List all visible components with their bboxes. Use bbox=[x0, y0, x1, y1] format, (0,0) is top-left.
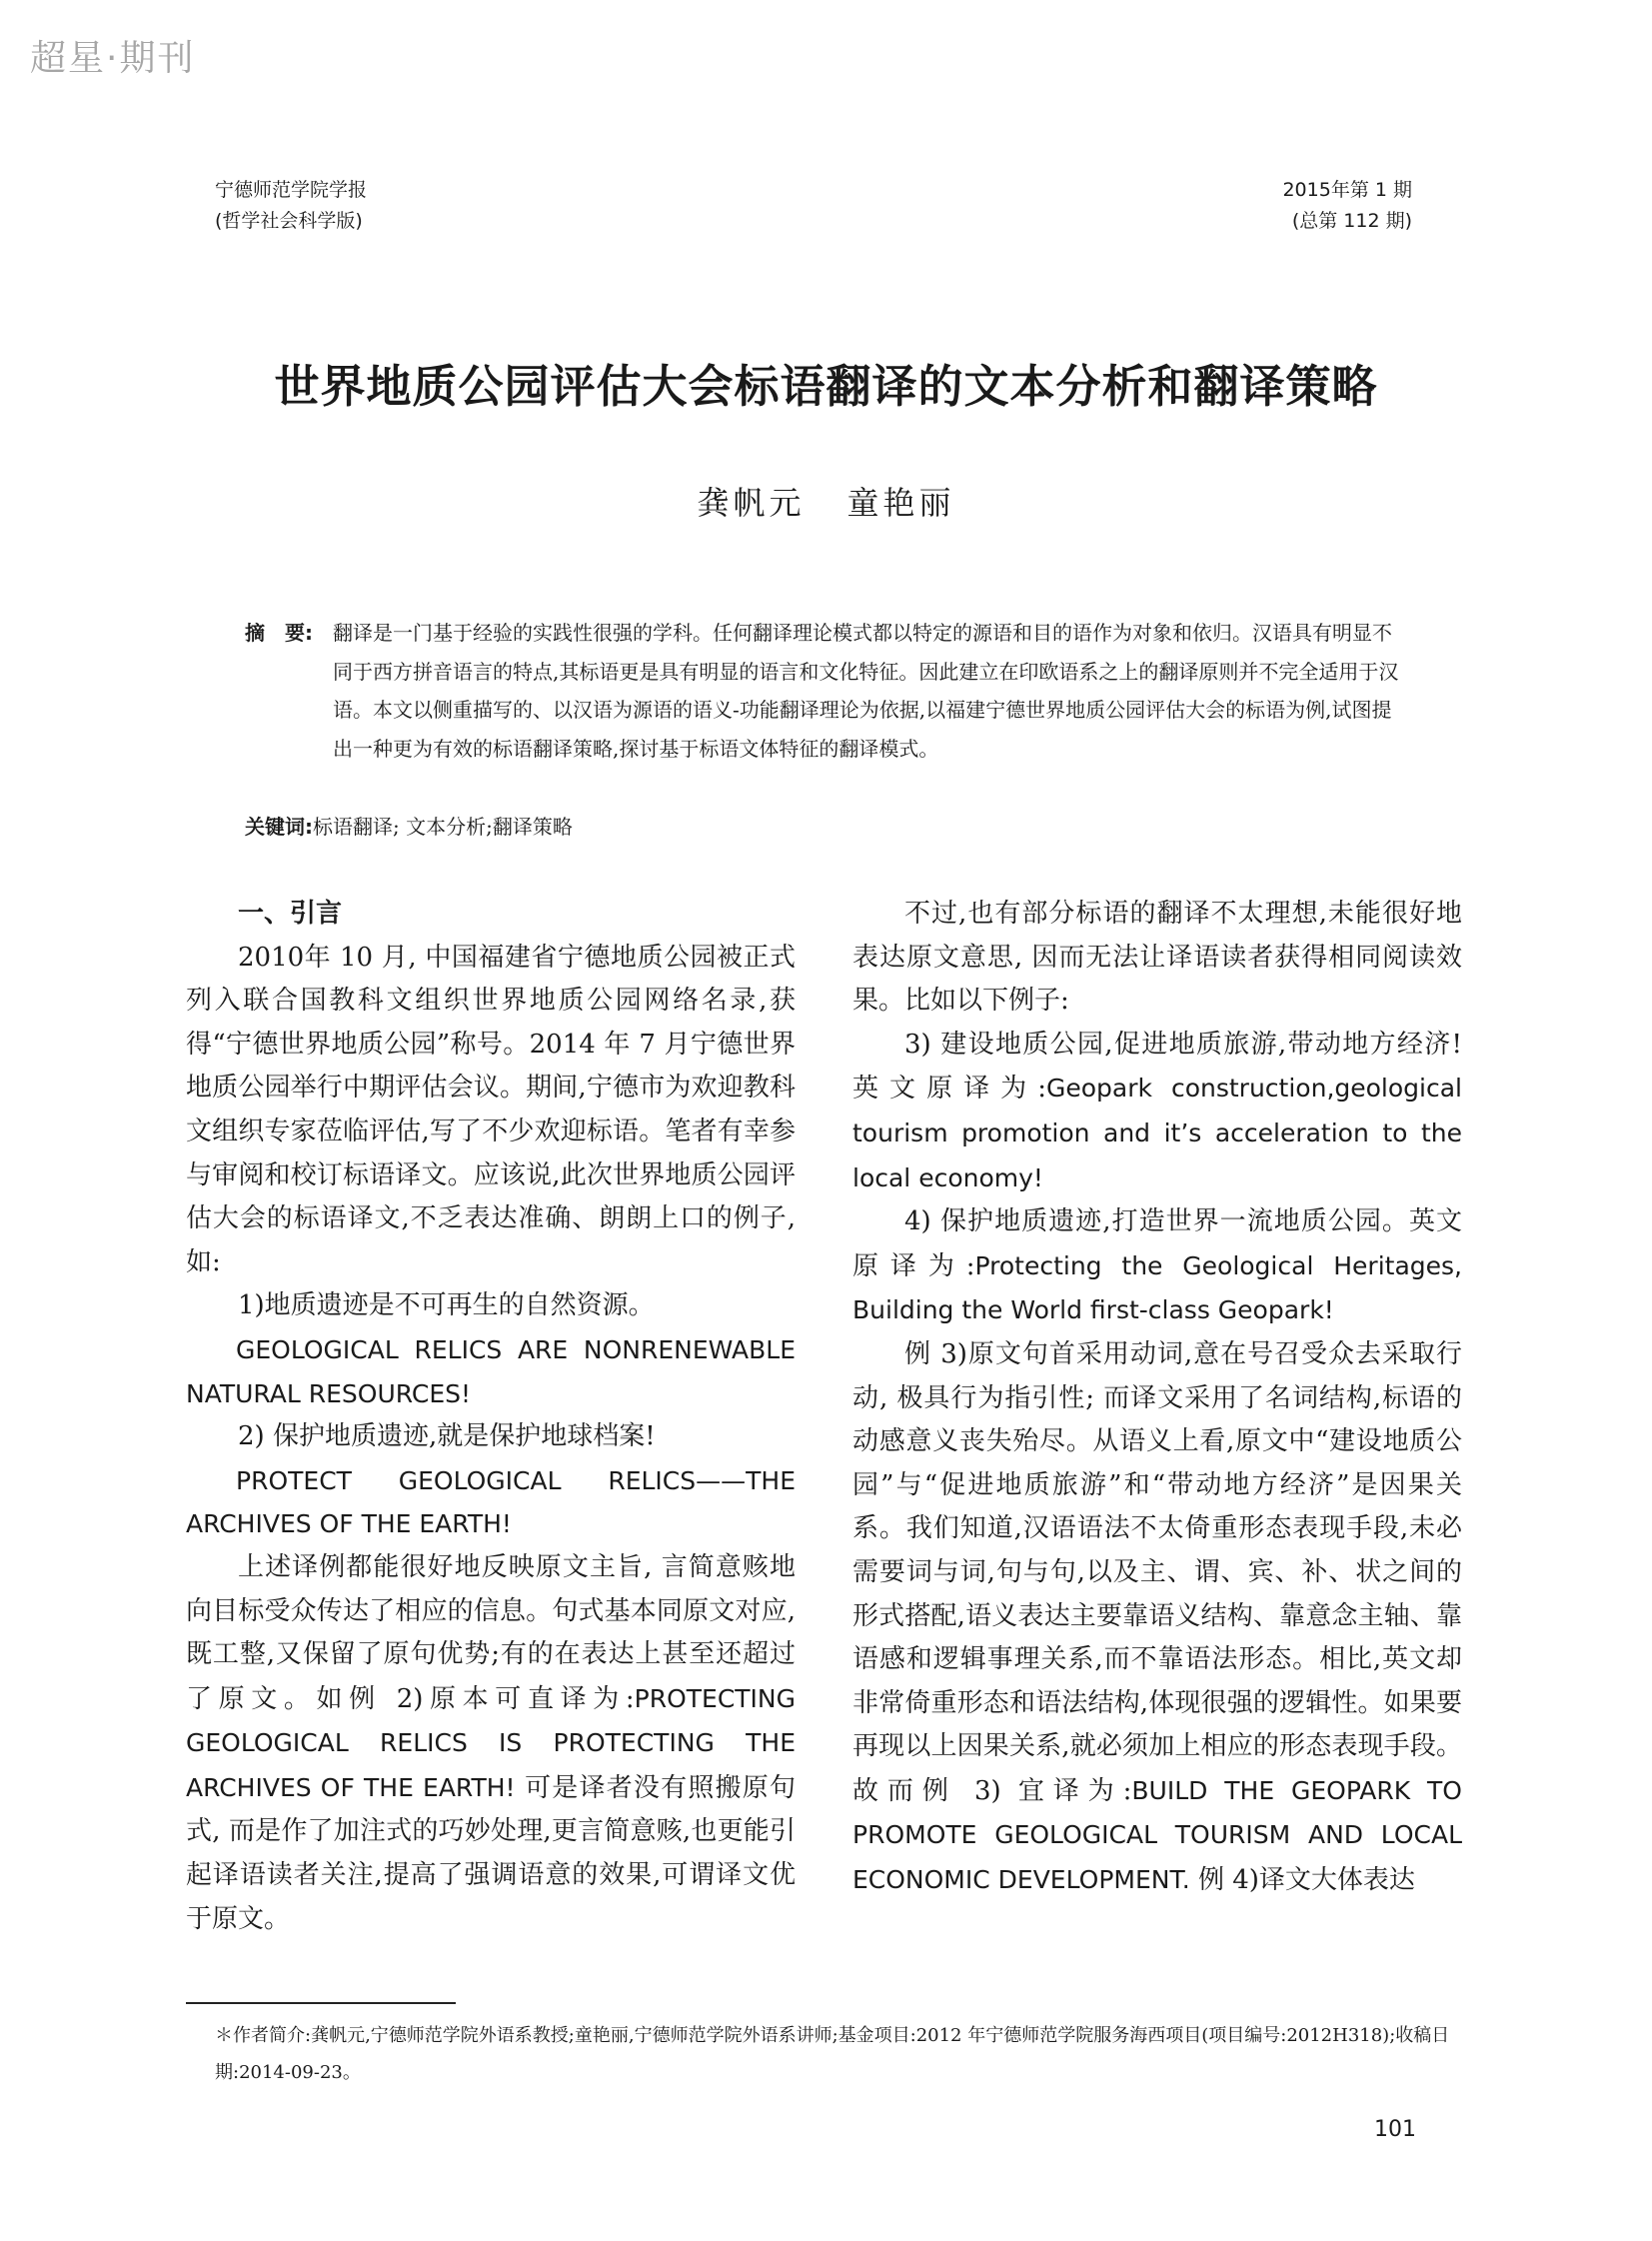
journal-name: 宁德师范学院学报 bbox=[215, 179, 368, 201]
keywords-label: 关键词: bbox=[245, 815, 313, 839]
author-name: 童艳丽 bbox=[846, 484, 955, 522]
paragraph-text: 可是译者没有照搬原句式, 而是作了加注式的巧妙处理,更言简意赅,也更能引起译语读者关注,提高了强调语意的效果,可谓译文优于原文。 bbox=[186, 1772, 796, 1934]
right-column bbox=[852, 893, 1462, 1903]
paragraph-text: 例 3)原文句首采用动词,意在号召受众去采取行动, 极具行为指引性; 而译文采用了名词结构,标语的动感意义丧失殆尽。从语义上看,原文中“建设地质公园”与“促进地质旅游”和“带动地方经济”是因果关系。我们知道,汉语语法不太倚重形态表现手段,未必需要词与词,句与句,以及主、谓、宾、补、状之间的形式搭配,语义表达主要靠语义结构、靠意念主轴、靠语感和逻辑事理关系,而不靠语法形态。相比,英文却非常倚重形态和语法结构,体现很强的逻辑性。如果要再现以上因果关系,就必须加上相应的形态表现手段。故而例 3) 宜译为: bbox=[852, 1338, 1462, 1806]
example-en: Geopark construction,geological tourism promotion and it’s acceleration to the local economy! bbox=[852, 1074, 1462, 1192]
example-cn: 3) 建设地质公园,促进地质旅游,带动地方经济! 英文原译为: bbox=[852, 1029, 1462, 1105]
keywords-text: 标语翻译; 文本分析;翻译策略 bbox=[313, 815, 573, 839]
example-en: GEOLOGICAL RELICS ARE NONRENEWABLE NATURAL RESOURCES! bbox=[186, 1334, 796, 1408]
example-cn: 1)地质遗迹是不可再生的自然资源。 bbox=[238, 1290, 655, 1321]
section-heading: 一、引言 bbox=[238, 899, 343, 929]
left-column bbox=[186, 893, 796, 1941]
keywords bbox=[245, 808, 1409, 846]
author-list bbox=[0, 478, 1652, 524]
abstract-label: 摘 要: bbox=[245, 621, 313, 645]
footnote: ＊作者简介:龚帆元,宁德师范学院外语系教授;童艳丽,宁德师范学院外语系讲师;基金项目:2012 年宁德师范学院服务海西项目(项目编号:2012H318);收稿日期:2014-09-23。 bbox=[215, 2025, 1450, 2083]
journal-header bbox=[215, 175, 367, 237]
example-en: Protecting the Geological Heritages, Building the World first-class Geopark! bbox=[852, 1250, 1462, 1325]
page-number: 101 bbox=[1374, 2117, 1416, 2142]
example-en: PROTECT GEOLOGICAL RELICS——THE ARCHIVES OF THE EARTH! bbox=[186, 1465, 796, 1539]
abstract bbox=[245, 614, 1409, 768]
issue-number: 2015年第 1 期 bbox=[1282, 179, 1412, 201]
example-cn: 4) 保护地质遗迹,打造世界一流地质公园。英文原译为: bbox=[852, 1206, 1462, 1281]
abstract-text: 翻译是一门基于经验的实践性很强的学科。任何翻译理论模式都以特定的源语和目的语作为对象和依归。汉语具有明显不同于西方拼音语言的特点,其标语更是具有明显的语言和文化特征。因此建立在印欧语系之上的翻译原则并不完全适用于汉语。本文以侧重描写的、以汉语为源语的语义-功能翻译理论为依据,以福建宁德世界地质公园评估大会的标语为例,试图提出一种更为有效的标语翻译策略,探讨基于标语文体特征的翻译模式。 bbox=[333, 621, 1399, 761]
paragraph bbox=[186, 1546, 796, 1941]
paragraph bbox=[852, 1333, 1462, 1903]
watermark-logo: 超星·期刊 bbox=[30, 38, 196, 79]
author-name: 龚帆元 bbox=[697, 484, 806, 522]
inline-translation: BUILD THE GEOPARK TO PROMOTE GEOLOGICAL TOURISM AND LOCAL ECONOMIC DEVELOPMENT. bbox=[852, 1775, 1462, 1895]
example-cn: 2) 保护地质遗迹,就是保护地球档案! bbox=[238, 1421, 656, 1452]
issue-header bbox=[1282, 175, 1412, 237]
inline-translation: PROTECTING GEOLOGICAL RELICS IS PROTECTING THE ARCHIVES OF THE EARTH! bbox=[186, 1683, 796, 1802]
issue-total: (总第 112 期) bbox=[1291, 210, 1412, 232]
paper-title: 世界地质公园评估大会标语翻译的文本分析和翻译策略 bbox=[274, 360, 1378, 413]
footnote-rule bbox=[186, 2002, 456, 2004]
journal-edition: (哲学社会科学版) bbox=[215, 210, 363, 232]
example bbox=[852, 1024, 1462, 1200]
example bbox=[852, 1200, 1462, 1333]
paragraph: 不过,也有部分标语的翻译不太理想,未能很好地表达原文意思, 因而无法让译语读者获得相同阅读效果。比如以下例子: bbox=[852, 899, 1462, 1017]
paragraph-text: 例 4)译文大体表达 bbox=[1197, 1865, 1415, 1896]
paragraph-text: 上述译例都能很好地反映原文主旨, 言简意赅地向目标受众传达了相应的信息。句式基本同原文对应,既工整,又保留了原句优势;有的在表达上甚至还超过了原文。如例 2)原本可直译为: bbox=[186, 1551, 796, 1714]
paragraph: 2010年 10 月, 中国福建省宁德地质公园被正式列入联合国教科文组织世界地质公园网络名录,获得“宁德世界地质公园”称号。2014 年 7 月宁德世界地质公园举行中期评估会议。期间,宁德市为欢迎教科文组织专家莅临评估,写了不少欢迎标语。笔者有幸参与审阅和校订标语译文。应该说,此次世界地质公园评估大会的标语译文,不乏表达准确、朗朗上口的例子,如: bbox=[186, 942, 796, 1277]
